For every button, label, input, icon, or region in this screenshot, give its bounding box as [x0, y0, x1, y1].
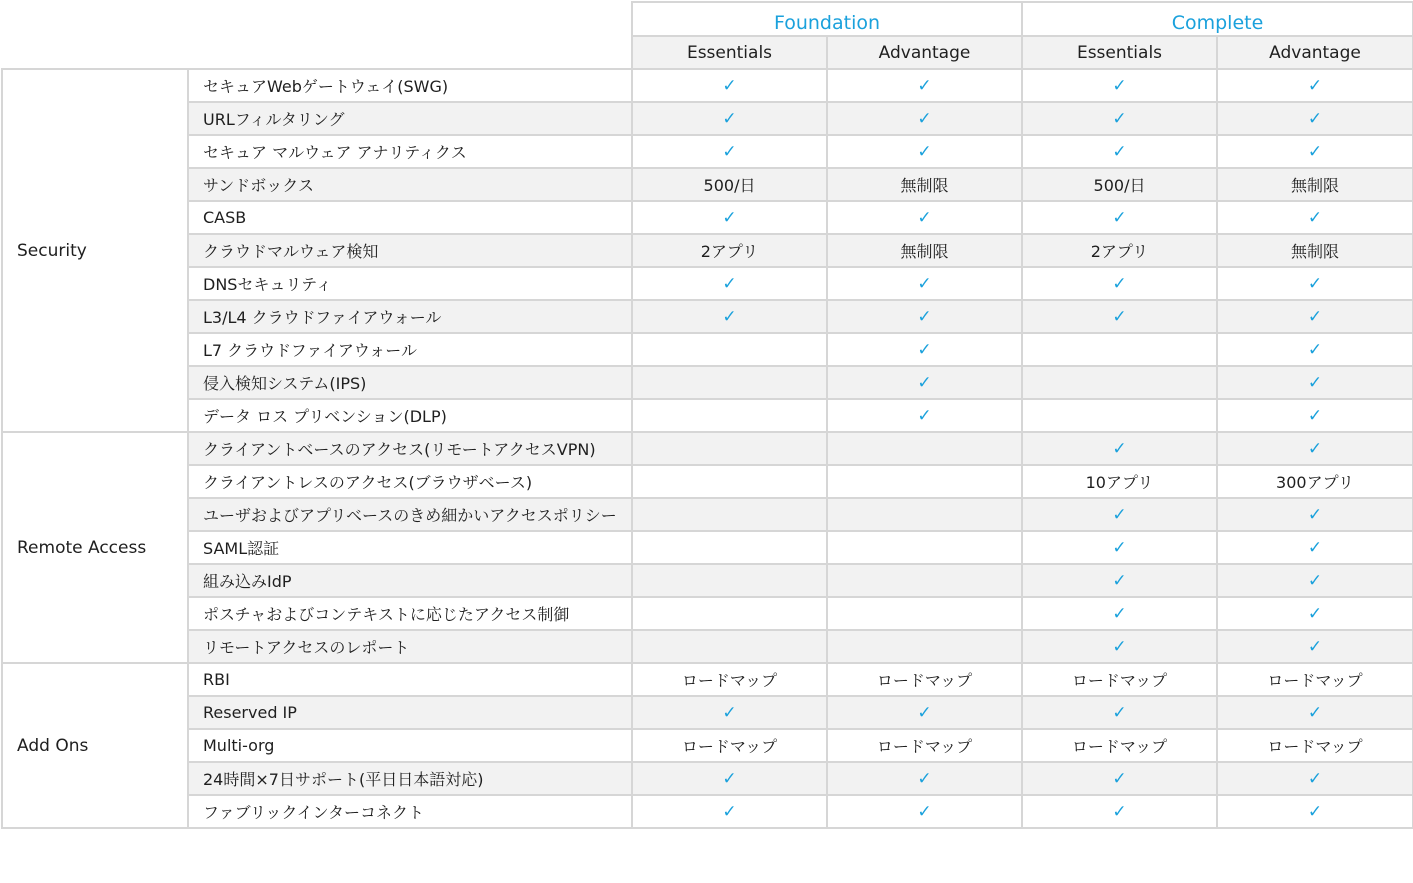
check-icon: ✓	[1217, 531, 1413, 564]
feature-name: L3/L4 クラウドファイアウォール	[188, 300, 632, 333]
check-icon: ✓	[827, 267, 1022, 300]
table-row	[2, 531, 1413, 564]
feature-name: セキュア マルウェア アナリティクス	[188, 135, 632, 168]
check-icon: ✓	[632, 300, 827, 333]
check-icon: ✓	[1217, 333, 1413, 366]
feature-name: SAML認証	[188, 531, 632, 564]
feature-value	[632, 630, 827, 663]
check-icon: ✓	[1217, 399, 1413, 432]
check-icon: ✓	[1022, 795, 1217, 828]
feature-value: 500/日	[632, 168, 827, 201]
feature-name: URLフィルタリング	[188, 102, 632, 135]
feature-value	[1022, 333, 1217, 366]
check-icon: ✓	[1217, 267, 1413, 300]
check-icon: ✓	[1022, 762, 1217, 795]
tier-complete-advantage: Advantage	[1217, 36, 1413, 69]
check-icon: ✓	[1022, 630, 1217, 663]
feature-name: 組み込みIdP	[188, 564, 632, 597]
check-icon: ✓	[1217, 432, 1413, 465]
feature-name: ポスチャおよびコンテキストに応じたアクセス制御	[188, 597, 632, 630]
check-icon: ✓	[1022, 267, 1217, 300]
check-icon: ✓	[827, 69, 1022, 102]
check-icon: ✓	[827, 399, 1022, 432]
table-row	[2, 69, 1413, 102]
table-row	[2, 333, 1413, 366]
feature-value: 無制限	[827, 234, 1022, 267]
feature-value: ロードマップ	[632, 663, 827, 696]
feature-value: 無制限	[1217, 168, 1413, 201]
check-icon: ✓	[632, 696, 827, 729]
check-icon: ✓	[827, 366, 1022, 399]
feature-value	[827, 531, 1022, 564]
feature-value: 10アプリ	[1022, 465, 1217, 498]
check-icon: ✓	[1217, 564, 1413, 597]
plan-complete-heading: Complete	[1022, 2, 1413, 36]
feature-value	[632, 465, 827, 498]
feature-value	[632, 366, 827, 399]
check-icon: ✓	[827, 795, 1022, 828]
check-icon: ✓	[1022, 564, 1217, 597]
feature-name: クライアントベースのアクセス(リモートアクセスVPN)	[188, 432, 632, 465]
feature-name: ファブリックインターコネクト	[188, 795, 632, 828]
check-icon: ✓	[1217, 201, 1413, 234]
check-icon: ✓	[1217, 795, 1413, 828]
feature-value: ロードマップ	[1217, 729, 1413, 762]
feature-value	[632, 432, 827, 465]
check-icon: ✓	[1022, 135, 1217, 168]
tier-foundation-advantage: Advantage	[827, 36, 1022, 69]
check-icon: ✓	[1022, 597, 1217, 630]
table-row	[2, 597, 1413, 630]
check-icon: ✓	[1022, 102, 1217, 135]
feature-name: ユーザおよびアプリベースのきめ細かいアクセスポリシー	[188, 498, 632, 531]
feature-value: 無制限	[827, 168, 1022, 201]
category-label: Security	[2, 69, 188, 432]
feature-value	[827, 597, 1022, 630]
table-row	[2, 399, 1413, 432]
table-row	[2, 630, 1413, 663]
table-row	[2, 663, 1413, 696]
table-row	[2, 168, 1413, 201]
category-label: Remote Access	[2, 432, 188, 663]
feature-name: 侵入検知システム(IPS)	[188, 366, 632, 399]
feature-name: セキュアWebゲートウェイ(SWG)	[188, 69, 632, 102]
feature-name: リモートアクセスのレポート	[188, 630, 632, 663]
check-icon: ✓	[827, 333, 1022, 366]
feature-value: 2アプリ	[1022, 234, 1217, 267]
feature-name: データ ロス プリベンション(DLP)	[188, 399, 632, 432]
feature-comparison-table	[1, 1, 1413, 829]
feature-value: 無制限	[1217, 234, 1413, 267]
feature-name: クライアントレスのアクセス(ブラウザベース)	[188, 465, 632, 498]
check-icon: ✓	[1217, 630, 1413, 663]
check-icon: ✓	[632, 762, 827, 795]
table-row	[2, 234, 1413, 267]
check-icon: ✓	[632, 201, 827, 234]
check-icon: ✓	[1217, 300, 1413, 333]
feature-value	[632, 531, 827, 564]
feature-value: ロードマップ	[827, 663, 1022, 696]
feature-value	[632, 399, 827, 432]
feature-name: サンドボックス	[188, 168, 632, 201]
check-icon: ✓	[1217, 135, 1413, 168]
check-icon: ✓	[827, 300, 1022, 333]
check-icon: ✓	[827, 135, 1022, 168]
feature-value: ロードマップ	[632, 729, 827, 762]
feature-name: 24時間×7日サポート(平日日本語対応)	[188, 762, 632, 795]
check-icon: ✓	[1217, 696, 1413, 729]
table-row	[2, 267, 1413, 300]
check-icon: ✓	[1022, 300, 1217, 333]
check-icon: ✓	[632, 69, 827, 102]
feature-value	[632, 498, 827, 531]
check-icon: ✓	[1022, 432, 1217, 465]
check-icon: ✓	[1022, 531, 1217, 564]
table-row	[2, 201, 1413, 234]
check-icon: ✓	[1217, 69, 1413, 102]
table-row	[2, 696, 1413, 729]
check-icon: ✓	[1022, 696, 1217, 729]
check-icon: ✓	[632, 795, 827, 828]
feature-value: 2アプリ	[632, 234, 827, 267]
check-icon: ✓	[632, 135, 827, 168]
feature-value: ロードマップ	[1217, 663, 1413, 696]
table-row	[2, 465, 1413, 498]
feature-value	[1022, 399, 1217, 432]
feature-value: 500/日	[1022, 168, 1217, 201]
check-icon: ✓	[827, 696, 1022, 729]
check-icon: ✓	[827, 201, 1022, 234]
check-icon: ✓	[1022, 498, 1217, 531]
table-row	[2, 729, 1413, 762]
check-icon: ✓	[827, 102, 1022, 135]
feature-name: クラウドマルウェア検知	[188, 234, 632, 267]
check-icon: ✓	[1217, 366, 1413, 399]
feature-name: RBI	[188, 663, 632, 696]
feature-value	[632, 564, 827, 597]
feature-value: ロードマップ	[1022, 663, 1217, 696]
feature-value	[827, 630, 1022, 663]
check-icon: ✓	[1217, 498, 1413, 531]
feature-value	[632, 333, 827, 366]
table-row	[2, 300, 1413, 333]
feature-value: ロードマップ	[827, 729, 1022, 762]
table-row	[2, 762, 1413, 795]
feature-value	[827, 465, 1022, 498]
check-icon: ✓	[1217, 102, 1413, 135]
table-row	[2, 366, 1413, 399]
check-icon: ✓	[632, 102, 827, 135]
check-icon: ✓	[1022, 201, 1217, 234]
feature-value: 300アプリ	[1217, 465, 1413, 498]
table-row	[2, 135, 1413, 168]
table-row	[2, 564, 1413, 597]
plan-header-row	[2, 2, 1413, 36]
check-icon: ✓	[827, 762, 1022, 795]
tier-foundation-essentials: Essentials	[632, 36, 827, 69]
table-row	[2, 795, 1413, 828]
feature-name: CASB	[188, 201, 632, 234]
feature-name: L7 クラウドファイアウォール	[188, 333, 632, 366]
check-icon: ✓	[632, 267, 827, 300]
feature-value	[632, 597, 827, 630]
feature-name: Reserved IP	[188, 696, 632, 729]
table-row	[2, 498, 1413, 531]
feature-value	[827, 498, 1022, 531]
feature-name: DNSセキュリティ	[188, 267, 632, 300]
table-row	[2, 102, 1413, 135]
feature-name: Multi-org	[188, 729, 632, 762]
feature-value	[827, 564, 1022, 597]
tier-complete-essentials: Essentials	[1022, 36, 1217, 69]
table-row	[2, 432, 1413, 465]
feature-value	[827, 432, 1022, 465]
plan-foundation-heading: Foundation	[632, 2, 1022, 36]
check-icon: ✓	[1217, 597, 1413, 630]
check-icon: ✓	[1022, 69, 1217, 102]
feature-value	[1022, 366, 1217, 399]
category-label: Add Ons	[2, 663, 188, 828]
feature-value: ロードマップ	[1022, 729, 1217, 762]
header-corner	[2, 2, 632, 69]
check-icon: ✓	[1217, 762, 1413, 795]
